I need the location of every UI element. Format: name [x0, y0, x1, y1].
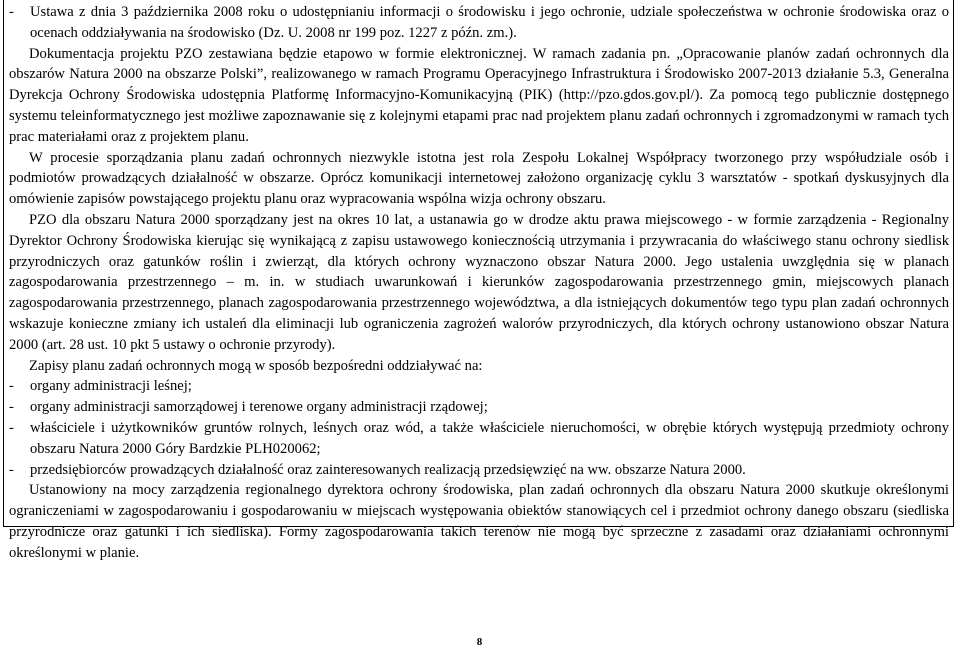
page-number: 8: [476, 636, 483, 648]
list-item: - właściciele i użytkowników gruntów rolnych, leśnych oraz wód, a także właściciele nieruchomości, w obrębie których występują przedmioty ochrony obszaru Natura 2000 Góry Bardzkie PLH020062;: [9, 419, 949, 457]
legal-reference-item: [9, 2, 949, 44]
list-item: - organy administracji leśnej;: [9, 376, 949, 397]
list-marker: -: [9, 378, 14, 395]
list-marker: -: [9, 399, 14, 416]
list-item: - organy administracji samorządowej i terenowe organy administracji rządowej;: [9, 397, 949, 418]
legal-reference-text: Ustawa z dnia 3 października 2008 roku o udostępnianiu informacji o środowisku i jego ochronie, udziale społeczeństwa w ochronie środowiska oraz o ocenach oddziaływania na środowisko (Dz. U. 2008 nr 199 poz. 1227 z późn. zm.).: [30, 4, 949, 41]
list-marker: -: [9, 461, 14, 478]
list-marker: -: [9, 4, 14, 20]
paragraph-restrictions: Ustanowiony na mocy zarządzenia regionalnego dyrektora ochrony środowiska, plan zadań ochronnych dla obszaru Natura 2000 skutkuje określonymi ograniczeniami w zagospodarowaniu i gospodarowaniu w miejscach występowania obiektów stanowiących cel i przedmiot ochrony danego obszaru (siedliska przyrodnicze oraz gatunki i ich siedliska). Formy zagospodarowania takich terenów nie mogą być sprzeczne z zasadami oraz działaniami ochronnymi określonymi w planie.: [9, 482, 949, 561]
impact-list: [9, 376, 949, 480]
paragraph-impact-intro: Zapisy planu zadań ochronnych mogą w sposób bezpośredni oddziaływać na:: [29, 357, 483, 374]
list-marker: -: [9, 419, 14, 436]
paragraph-documentation: Dokumentacja projektu PZO zestawiana będzie etapowo w formie elektronicznej. W ramach zadania pn. „Opracowanie planów zadań ochronnych dla obszarów Natura 2000 na obszarze Polski”, realizowanego w ramach Programu Operacyjnego Infrastruktura i Środowisko 2007-2013 działanie 5.3, Generalna Dyrekcja Ochrony Środowiska udostępnia Platformę Informacyjno-Komunikacyjną (PIK) (http://pzo.gdos.gov.pl/). Za pomocą tego publicznie dostępnego systemu teleinformatycznego jest możliwe zapoznawanie się z kolejnymi etapami prac nad projektem planu zadań ochronnych i zgromadzonymi w ramach tych prac materiałami oraz z projektem planu.: [9, 45, 949, 145]
paragraph-pzo: PZO dla obszaru Natura 2000 sporządzany jest na okres 10 lat, a ustanawia go w drodze aktu prawa miejscowego - w formie zarządzenia - Regionalny Dyrektor Ochrony Środowiska kierując się wynikającą z zapisu ustawowego koniecznością utrzymania i przywracania do właściwego stanu ochrony siedlisk przyrodniczych oraz gatunków roślin i zwierząt, dla których ochrony wyznaczono obszar Natura 2000. Jego ustalenia uwzględnia się w planach zagospodarowania przestrzennego – m. in. w studiach uwarunkowań i kierunków zagospodarowania przestrzennego gmin, miejscowych planach zagospodarowania przestrzennego, planach zagospodarowania przestrzennego województwa, a dla istniejących dokumentów tego typu plan zadań ochronnych wskazuje konieczne zmiany ich ustaleń dla eliminacji lub ograniczenia zagrożeń walorów przyrodniczych, dla których ochrony ustanowiono obszar Natura 2000 (art. 28 ust. 10 pkt 5 ustawy o ochronie przyrody).: [9, 211, 949, 353]
paragraph-process: W procesie sporządzania planu zadań ochronnych niezwykle istotna jest rola Zespołu Lokalnej Współpracy tworzonego przy współudziale osób i podmiotów prowadzących działalność w obszarze. Oprócz komunikacji internetowej założono organizację cyklu 3 warsztatów - spotkań dyskusyjnych dla omówienie zapisów powstającego projektu planu oraz wypracowania wspólna wizja ochrony obszaru.: [9, 149, 949, 208]
document-body: [9, 2, 949, 564]
list-item: - przedsiębiorców prowadzących działalność oraz zainteresowanych realizacją przedsięwzięć na ww. obszarze Natura 2000.: [9, 460, 949, 481]
